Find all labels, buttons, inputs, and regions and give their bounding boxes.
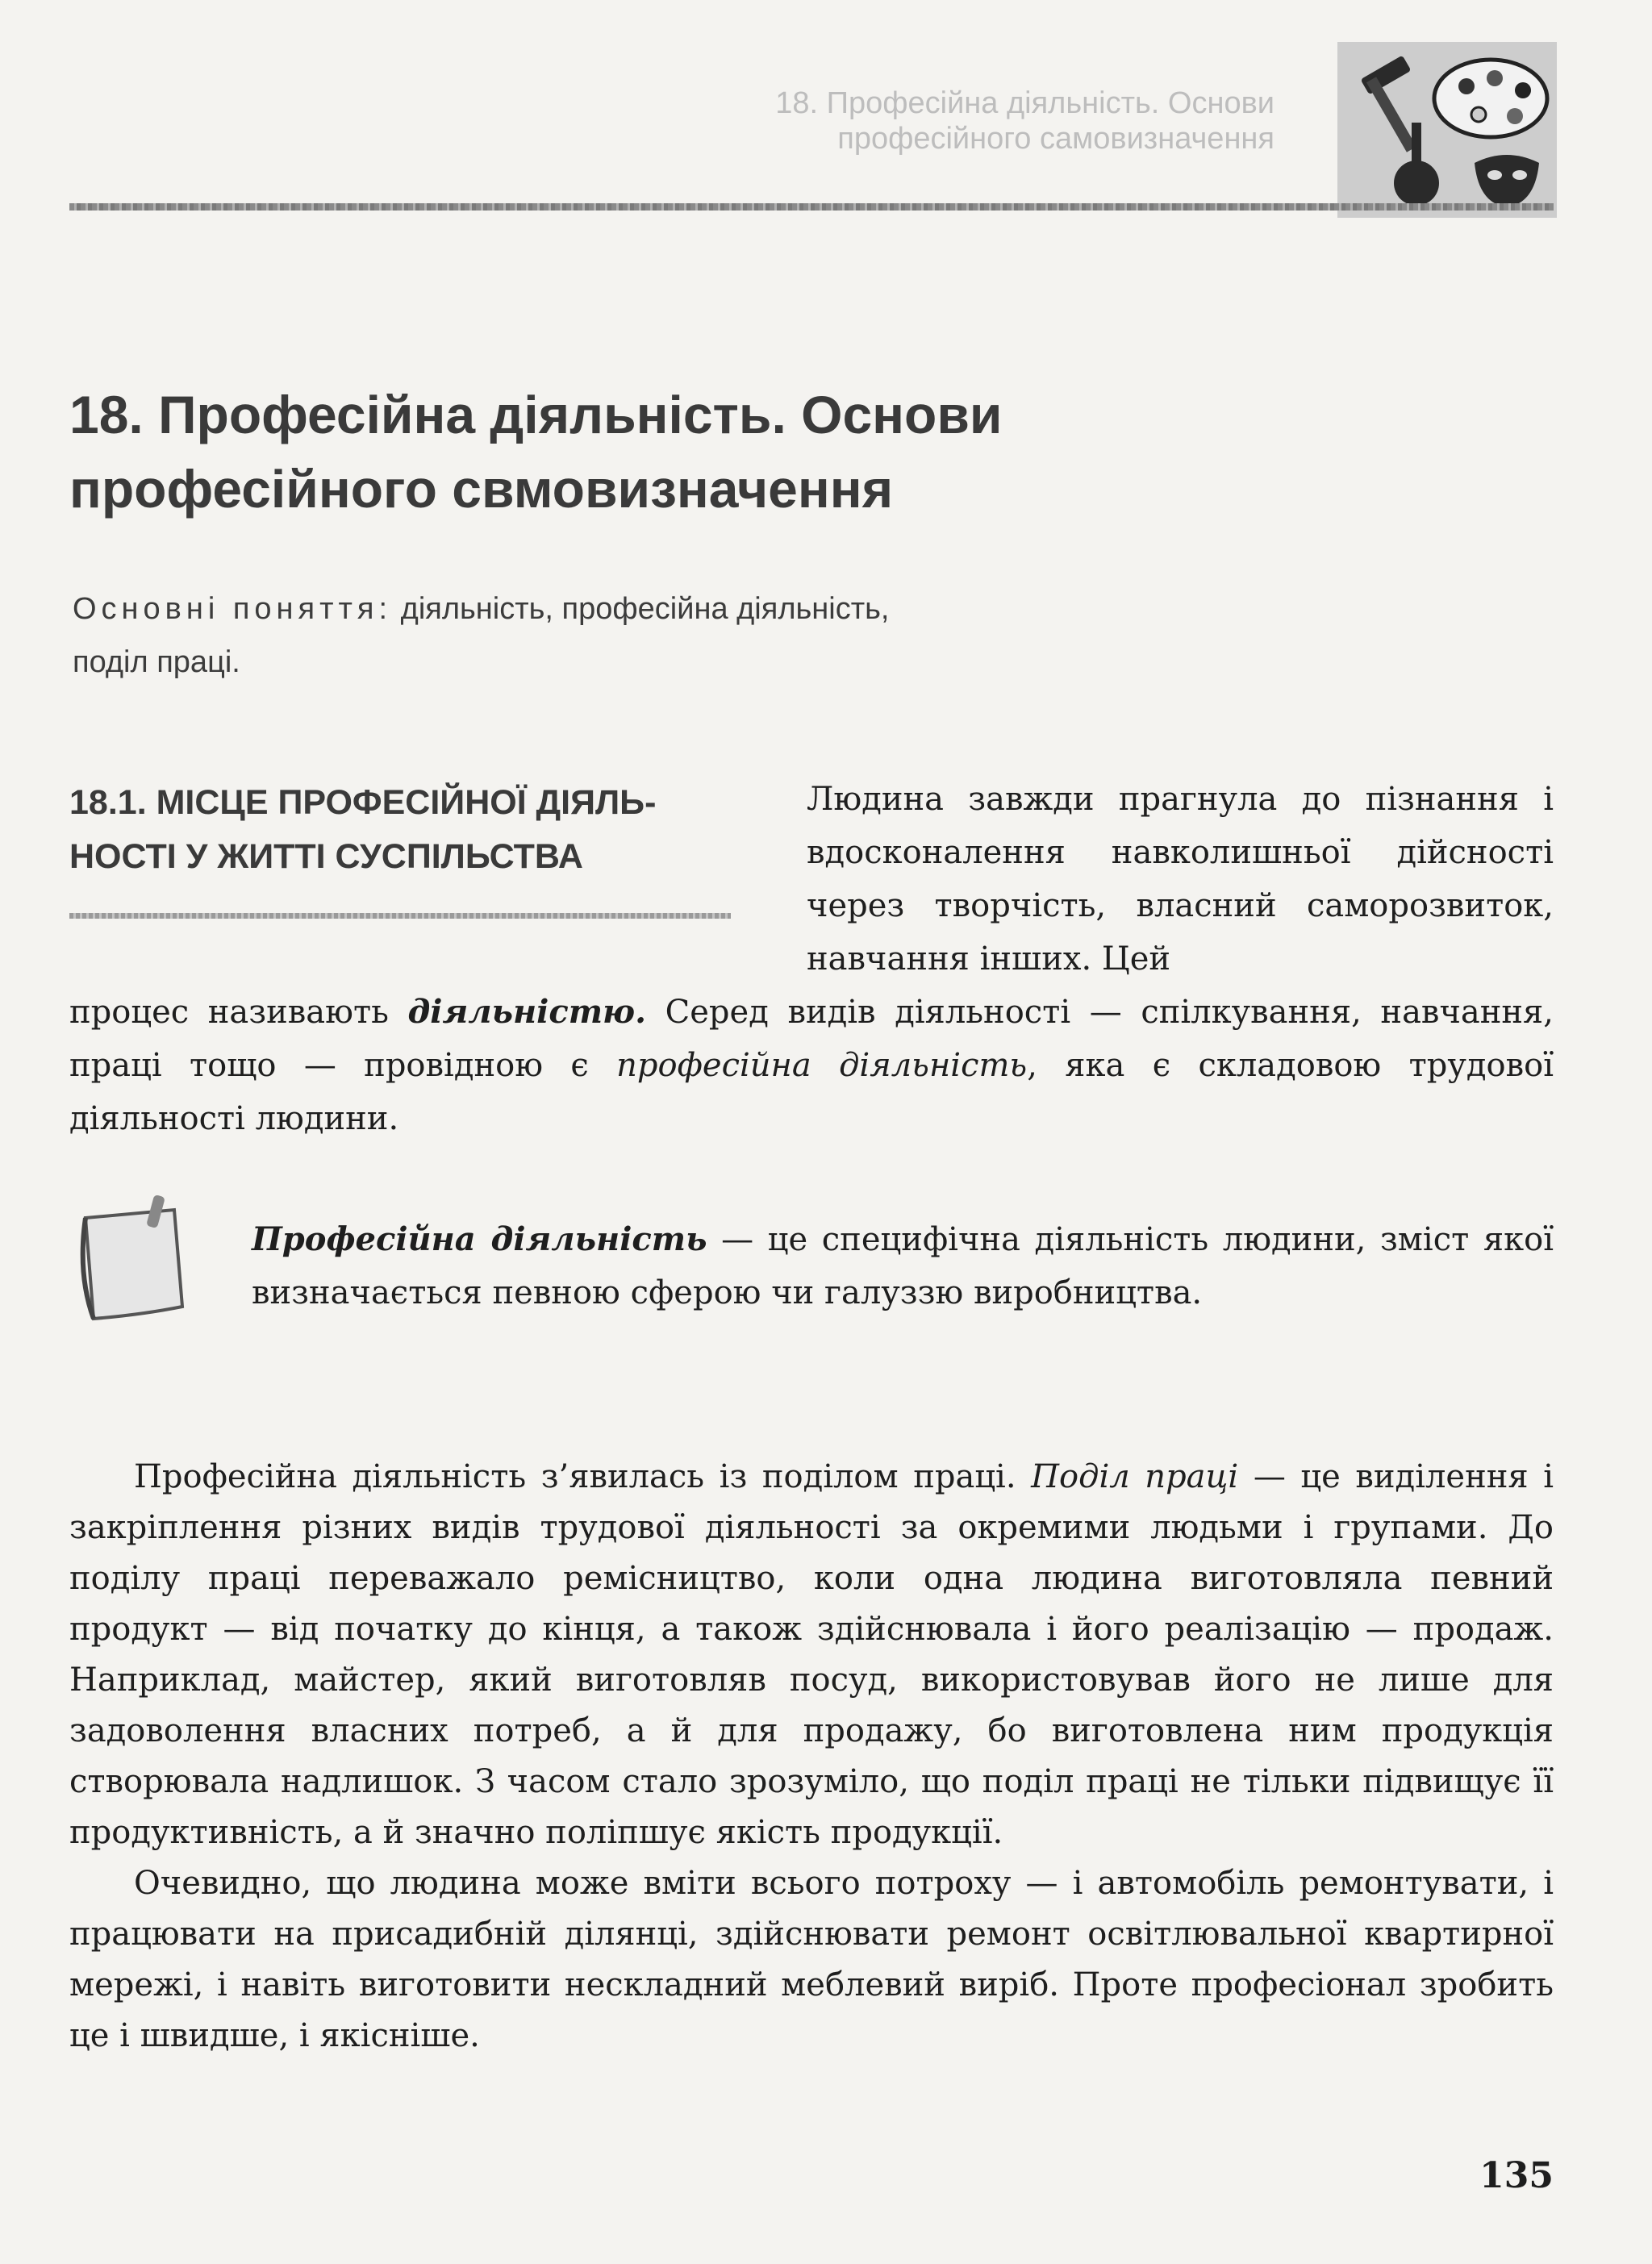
section-heading bbox=[69, 776, 731, 884]
note-icon bbox=[69, 1186, 215, 1331]
term-professional-activity: професійна діяльність bbox=[616, 1047, 1028, 1084]
chapter-title bbox=[69, 377, 1279, 526]
header-rule bbox=[69, 203, 1554, 211]
definition-paragraph bbox=[252, 1213, 1554, 1320]
chapter-title-line1: 18. Професійна діяльність. Основи bbox=[69, 385, 1003, 444]
header-illustration bbox=[1337, 42, 1557, 218]
intro-text-2: Серед видів діяльності — спілкування, навчання, праці тощо — провідною є bbox=[69, 994, 1554, 1084]
section-rule bbox=[69, 913, 731, 919]
intro-text-3: , яка є складовою трудової діяльності людини. bbox=[69, 1047, 1554, 1137]
definition-text: — це специфічна діяльність людини, зміст якої визначається певною сферою чи галуззю виробництва. bbox=[252, 1221, 1554, 1311]
intro-side-paragraph: Людина завжди прагнула до пізнання і вдосконалення навколишньої дійсності через творчість, власний саморозвиток, навчання інших. Цей bbox=[807, 781, 1554, 978]
intro-paragraph bbox=[69, 986, 1554, 1145]
body-p1-text-b: — це виділення і закріплення різних видів трудової діяльності за окремими людьми і групами. До поділу праці переважало ремісництво, коли одна людина виготовляла певний продукт — від початку до кінця, а також здійснювала і його реалізацію — продаж. Наприклад, майстер, який виготовляв посуд, використовував його не лише для задоволення власних потреб, а й для продажу, бо виготовлена ним продукція створювала надлишок. З часом стало зрозуміло, що поділ праці не тільки підвищує її продуктивність, а й значно поліпшує якість продукції. bbox=[69, 1458, 1554, 1851]
key-concepts bbox=[73, 582, 1121, 689]
chapter-title-line2: професійного свмовизначення bbox=[69, 459, 894, 519]
running-header bbox=[613, 85, 1274, 156]
chapter-header-image bbox=[1337, 42, 1557, 218]
running-header-line2: професійного самовизначення bbox=[837, 122, 1274, 156]
term-division-of-labour: Поділ праці bbox=[1031, 1458, 1239, 1495]
key-concepts-label: Основні поняття: bbox=[73, 592, 393, 626]
section-heading-line2: НОСТІ У ЖИТТІ СУСПІЛЬСТВА bbox=[69, 837, 583, 876]
palette-icon bbox=[1434, 60, 1547, 137]
body-paragraph-2: Очевидно, що людина може вміти всього потроху — і автомобіль ремонтувати, і працювати на присадибній ділянці, здійснювати ремонт освітлювальної квартирної мережі, і навіть виготовити нескладний меблевий виріб. Проте професіонал зробить це і швидше, і якісніше. bbox=[69, 1865, 1554, 2054]
section-heading-line1: 18.1. МІСЦЕ ПРОФЕСІЙНОЇ ДІЯЛЬ- bbox=[69, 783, 657, 822]
intro-text-1: процес називають bbox=[69, 994, 408, 1031]
key-concepts-text: діяльність, професійна діяльність, bbox=[400, 592, 890, 626]
body-text bbox=[69, 1452, 1554, 2062]
body-paragraph-1 bbox=[69, 1452, 1554, 1858]
term-activity: діяльністю. bbox=[407, 993, 647, 1031]
body-p1-text-a: Професійна діяльність з’явилась із поділом праці. bbox=[134, 1458, 1032, 1495]
running-header-line1: 18. Професійна діяльність. Основи bbox=[775, 86, 1274, 120]
definition-term: Професійна діяльність bbox=[252, 1220, 707, 1258]
page-number: 135 bbox=[1479, 2155, 1554, 2196]
key-concepts-text2: поділ праці. bbox=[73, 645, 240, 679]
